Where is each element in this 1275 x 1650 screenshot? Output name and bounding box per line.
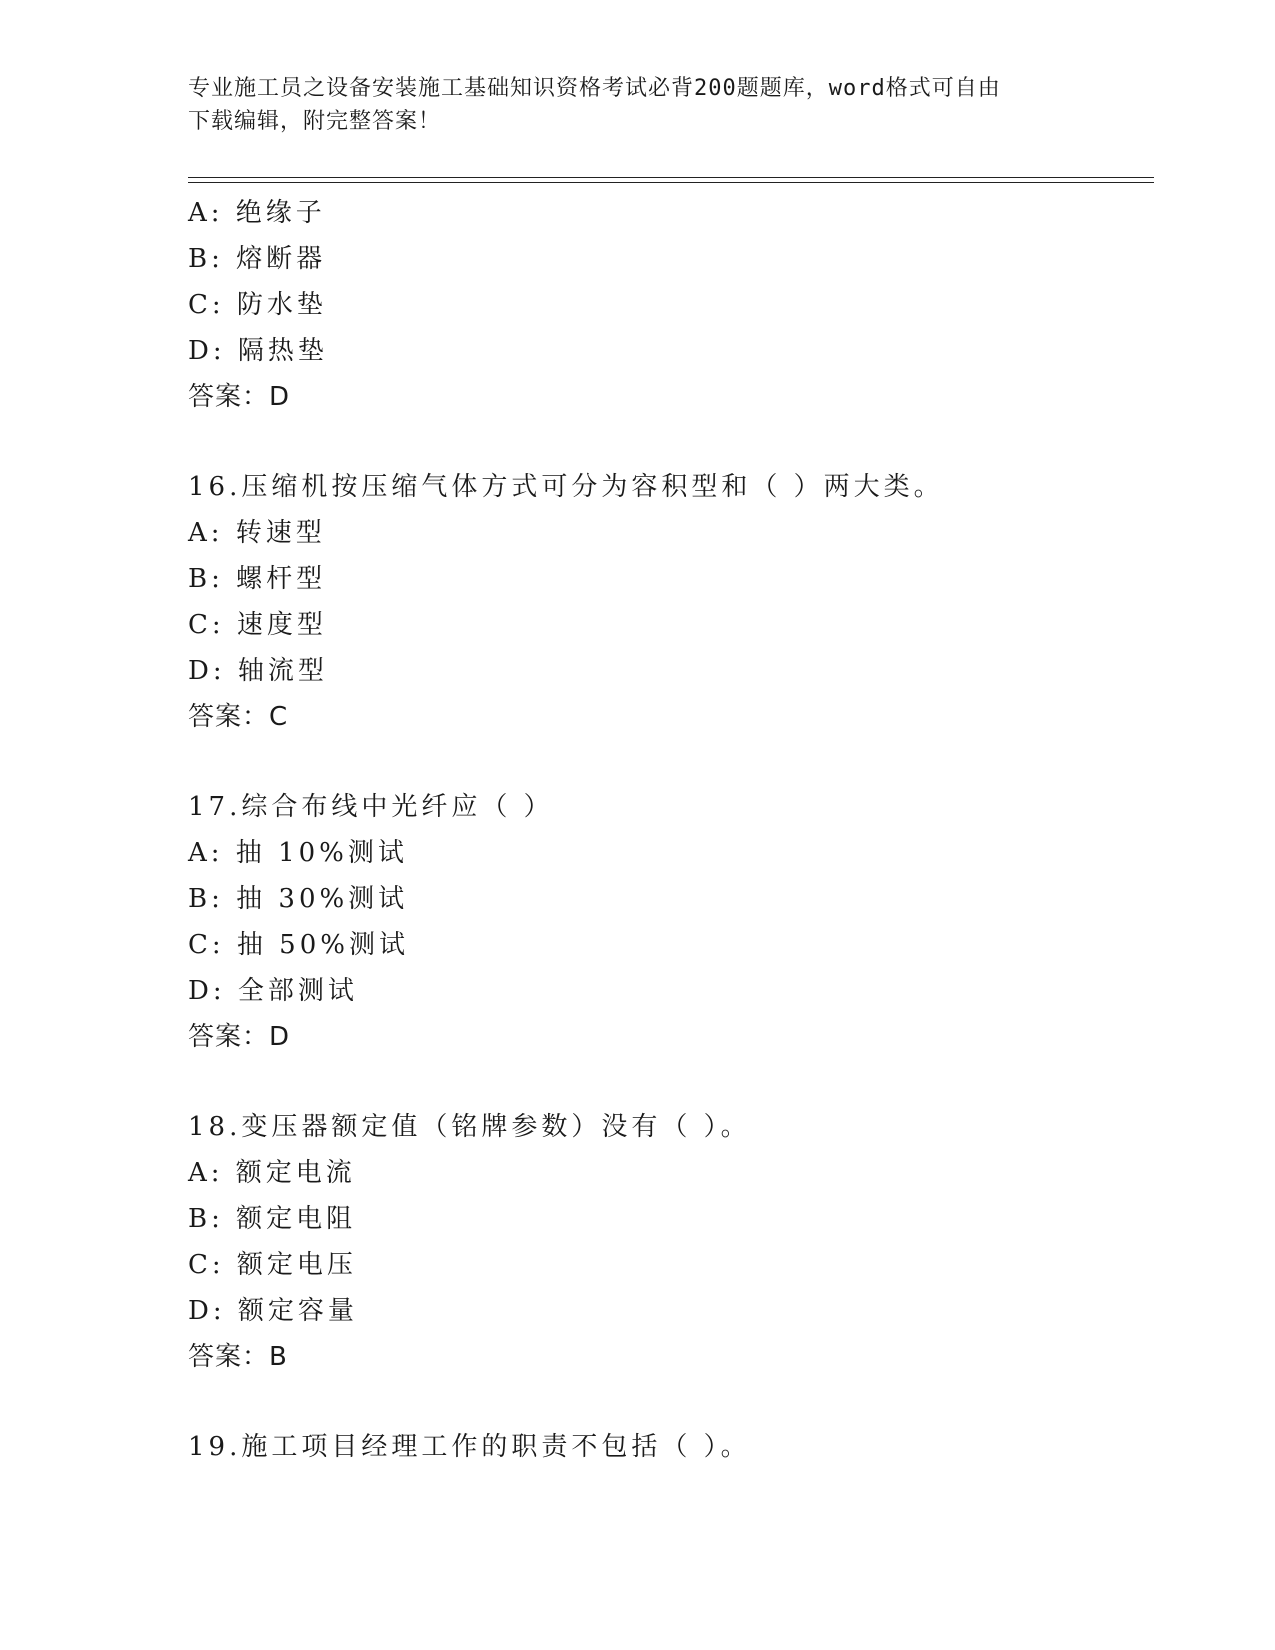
option-a: A: 绝缘子: [188, 198, 326, 228]
question-text: 19.施工项目经理工作的职责不包括（ ）。: [188, 1432, 751, 1462]
header-rule-bottom: [188, 182, 1154, 183]
option-d: D: 额定容量: [188, 1296, 358, 1326]
option-d: D: 轴流型: [188, 656, 328, 686]
header-line-1: 专业施工员之设备安装施工基础知识资格考试必背200题题库，word格式可自由: [188, 76, 1001, 101]
document-header: [188, 72, 1088, 138]
spacer: [188, 420, 1154, 464]
answer-line: 答案：C: [188, 702, 289, 732]
answer-line: 答案：B: [188, 1342, 288, 1372]
option-d: D: 全部测试: [188, 976, 358, 1006]
answer-line: 答案：D: [188, 1022, 291, 1052]
question-block-17: [188, 784, 1154, 1060]
option-a: A: 额定电流: [188, 1158, 356, 1188]
option-a: A: 抽 10%测试: [188, 838, 408, 868]
option-c: C: 防水垫: [188, 290, 327, 320]
document-body: [188, 190, 1154, 1470]
option-b: B: 额定电阻: [188, 1204, 357, 1234]
header-line-2: 下载编辑，附完整答案！: [188, 109, 442, 134]
option-d: D: 隔热垫: [188, 336, 328, 366]
option-c: C: 速度型: [188, 610, 327, 640]
option-c: C: 额定电压: [188, 1250, 357, 1280]
spacer: [188, 1060, 1154, 1104]
spacer: [188, 740, 1154, 784]
question-text: 17.综合布线中光纤应（ ）: [188, 792, 554, 822]
question-block-15: [188, 190, 1154, 420]
spacer: [188, 1380, 1154, 1424]
question-block-19: [188, 1424, 1154, 1470]
option-c: C: 抽 50%测试: [188, 930, 409, 960]
header-rule-top: [188, 177, 1154, 178]
option-b: B: 熔断器: [188, 244, 327, 274]
question-text: 16.压缩机按压缩气体方式可分为容积型和（ ）两大类。: [188, 472, 944, 502]
question-text: 18.变压器额定值（铭牌参数）没有（ ）。: [188, 1112, 751, 1142]
question-block-16: [188, 464, 1154, 740]
question-block-18: [188, 1104, 1154, 1380]
option-b: B: 螺杆型: [188, 564, 327, 594]
answer-line: 答案：D: [188, 382, 291, 412]
option-a: A: 转速型: [188, 518, 326, 548]
option-b: B: 抽 30%测试: [188, 884, 409, 914]
